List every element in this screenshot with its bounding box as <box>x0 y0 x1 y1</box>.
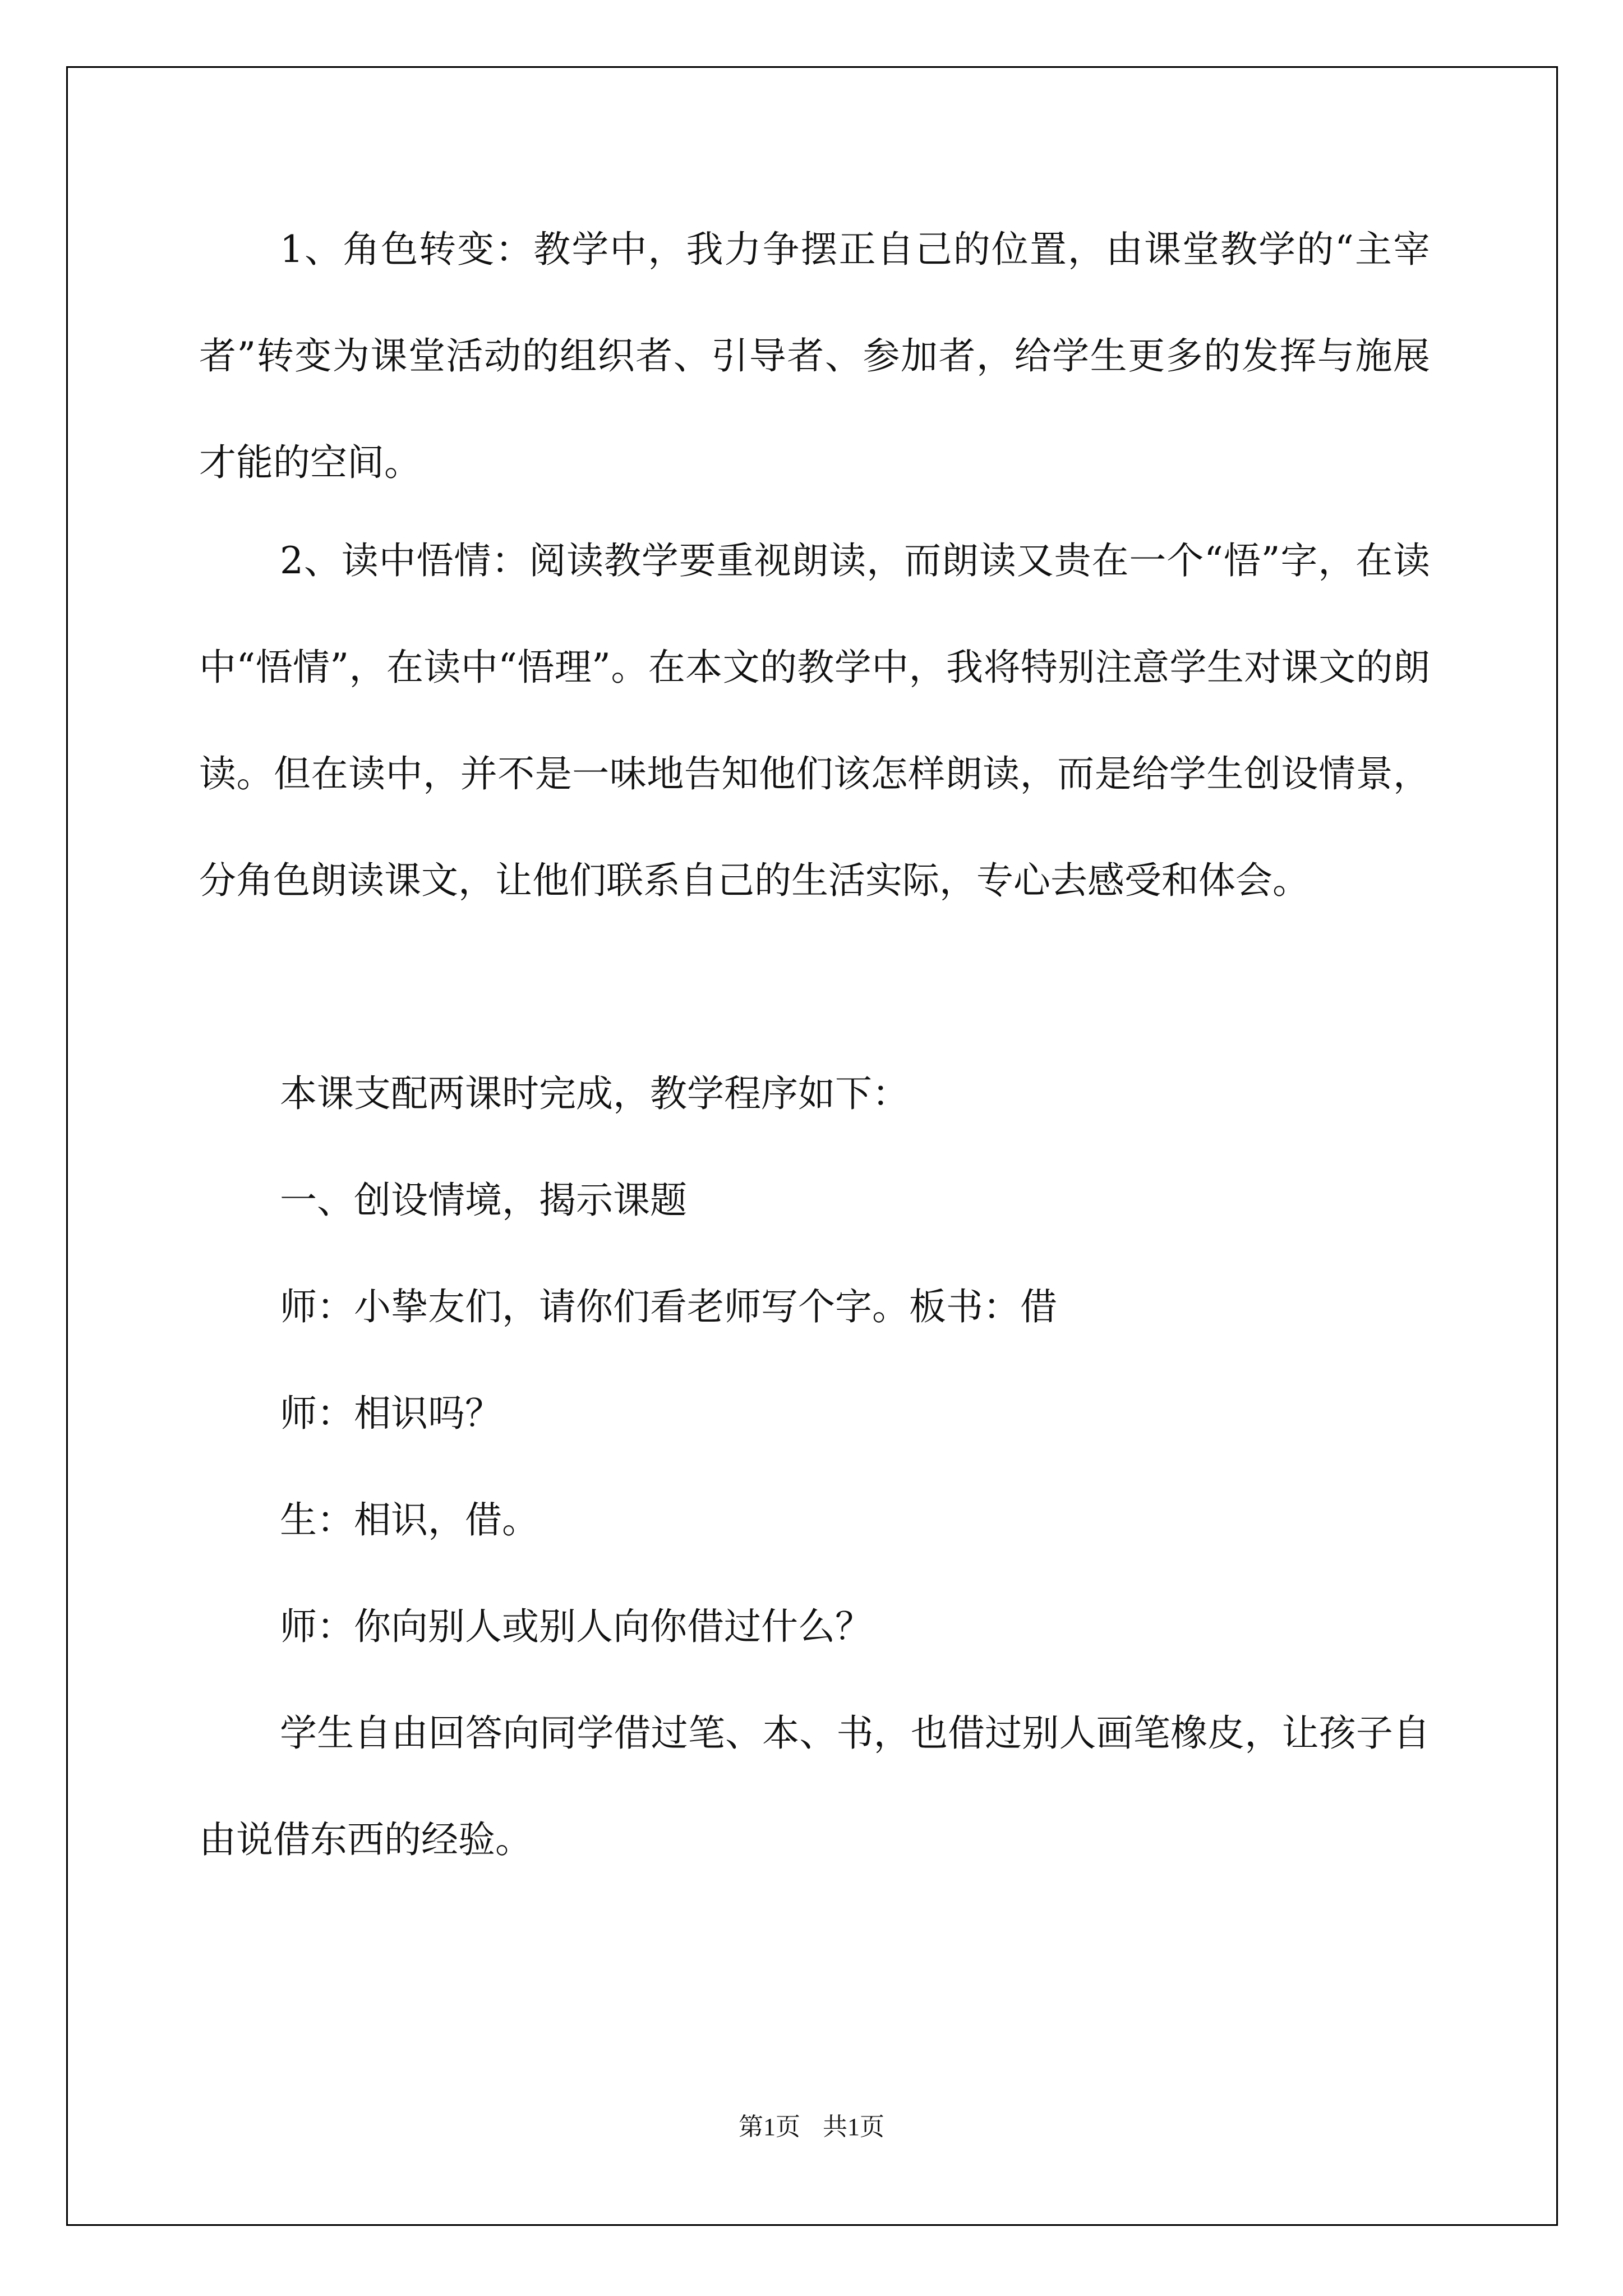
dialogue-line: 师：小挚友们，请你们看老师写个字。板书：借 <box>280 1285 1057 1328</box>
dialogue-line: 师：相识吗？ <box>280 1392 502 1435</box>
dialogue-line: 师：你向别人或别人向你借过什么？ <box>280 1605 872 1648</box>
dialogue-line: 生：相识，借。 <box>280 1498 539 1542</box>
lesson-plan-intro: 本课支配两课时完成，教学程序如下： <box>280 1072 909 1115</box>
page-footer <box>0 2106 1623 2142</box>
paragraph-reading-insight: 2、读中悟情：阅读教学要重视朗读，而朗读又贵在一个“悟”字，在读中“悟情”，在读中“悟理”。在本文的教学中，我将特别注意学生对课文的朗读。但在读中，并不是一味地告知他们该怎样朗读，而是给学生创设情景，分角色朗读课文，让他们联系自己的生活实际，专心去感受和体会。 <box>199 539 1430 902</box>
page-number: 第1页 <box>739 2113 800 2141</box>
paragraph-role-change: 1、角色转变：教学中，我力争摆正自己的位置，由课堂教学的“主宰者”转变为课堂活动的组织者、引导者、参加者，给学生更多的发挥与施展才能的空间。 <box>199 228 1430 484</box>
section-spacer <box>199 934 1430 1041</box>
document-body <box>199 196 1430 1893</box>
paragraph-student-answer: 学生自由回答向同学借过笔、本、书，也借过别人画笔橡皮，让孩子自由说借东西的经验。 <box>199 1711 1430 1861</box>
page-total: 共1页 <box>823 2113 884 2141</box>
section-heading: 一、创设情境，揭示课题 <box>280 1179 687 1222</box>
